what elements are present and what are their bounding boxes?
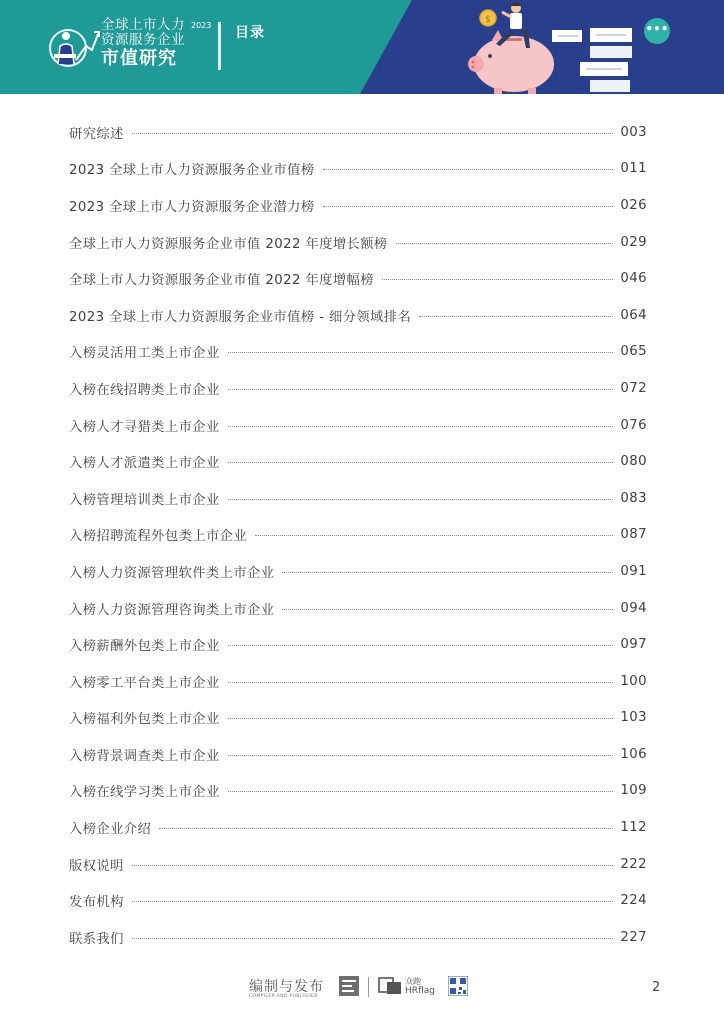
toc-entry[interactable] bbox=[69, 809, 647, 846]
report-logo-icon bbox=[46, 20, 100, 72]
toc-entry-title: 入榜人力资源管理咨询类上市企业 bbox=[69, 602, 275, 618]
toc-entry-page: 097 bbox=[620, 637, 647, 653]
piggy-bank-illustration bbox=[440, 0, 640, 94]
toc-dot-leader bbox=[132, 865, 613, 866]
title-line-3: 市值研究 bbox=[101, 48, 177, 69]
toc-entry-page: 087 bbox=[620, 527, 647, 543]
qr-code-icon bbox=[448, 976, 468, 996]
toc-dot-leader bbox=[282, 572, 613, 573]
toc-entry-title: 入榜在线学习类上市企业 bbox=[69, 785, 220, 801]
toc-entry[interactable] bbox=[69, 626, 647, 663]
toc-entry[interactable] bbox=[69, 114, 647, 151]
toc-entry-title: 入榜背景调查类上市企业 bbox=[69, 748, 220, 764]
toc-dot-leader bbox=[228, 462, 613, 463]
toc-entry[interactable] bbox=[69, 187, 647, 224]
toc-dot-leader bbox=[159, 828, 613, 829]
toc-entry[interactable] bbox=[69, 773, 647, 810]
toc-dot-leader bbox=[228, 389, 613, 390]
toc-entry-page: 106 bbox=[620, 746, 647, 762]
toc-dot-leader bbox=[396, 243, 613, 244]
footer-brand-en: HRflag bbox=[405, 986, 435, 996]
toc-entry-title: 发布机构 bbox=[69, 895, 124, 911]
toc-entry-title: 入榜人力资源管理软件类上市企业 bbox=[69, 565, 275, 581]
toc-entry[interactable] bbox=[69, 370, 647, 407]
toc-entry-page: 112 bbox=[620, 820, 647, 836]
toc-dot-leader bbox=[228, 755, 613, 756]
toc-entry-title: 入榜招聘流程外包类上市企业 bbox=[69, 529, 248, 545]
toc-entry[interactable] bbox=[69, 882, 647, 919]
toc-entry-page: 003 bbox=[620, 124, 647, 140]
toc-dot-leader bbox=[132, 901, 613, 902]
page-footer bbox=[0, 968, 724, 1008]
toc-dot-leader bbox=[228, 499, 613, 500]
toc-entry[interactable] bbox=[69, 553, 647, 590]
toc-entry[interactable] bbox=[69, 260, 647, 297]
toc-entry-title: 版权说明 bbox=[69, 858, 124, 874]
toc-entry-page: 103 bbox=[620, 710, 647, 726]
toc-entry[interactable] bbox=[69, 407, 647, 444]
toc-dot-leader bbox=[323, 169, 613, 170]
toc-entry[interactable] bbox=[69, 151, 647, 188]
toc-entry-title: 入榜在线招聘类上市企业 bbox=[69, 382, 220, 398]
toc-dot-leader bbox=[228, 426, 613, 427]
toc-entry-title: 全球上市人力资源服务企业市值 2022 年度增幅榜 bbox=[69, 273, 374, 289]
page-number: 2 bbox=[652, 980, 661, 995]
toc-entry-title: 入榜管理培训类上市企业 bbox=[69, 492, 220, 508]
toc-dot-leader bbox=[228, 791, 613, 792]
toc-entry-page: 080 bbox=[620, 454, 647, 470]
toc-entry-title: 2023 全球上市人力资源服务企业潜力榜 bbox=[69, 199, 315, 215]
toc-entry-page: 100 bbox=[620, 673, 647, 689]
footer-separator bbox=[368, 977, 369, 997]
toc-entry-page: 083 bbox=[620, 490, 647, 506]
toc-entry-page: 029 bbox=[620, 234, 647, 250]
footer-label: 编制与发布 bbox=[249, 979, 324, 995]
toc-entry-page: 065 bbox=[620, 344, 647, 360]
toc-dot-leader bbox=[228, 645, 613, 646]
page-header bbox=[0, 0, 724, 94]
report-title bbox=[101, 18, 211, 70]
toc-dot-leader bbox=[323, 206, 613, 207]
footer-label-en: COMPILER AND PUBLISHER bbox=[249, 994, 318, 999]
toc-entry-page: 026 bbox=[620, 197, 647, 213]
toc-entry-page: 091 bbox=[620, 563, 647, 579]
toc-entry[interactable] bbox=[69, 297, 647, 334]
toc-entry-title: 联系我们 bbox=[69, 931, 124, 947]
toc-entry[interactable] bbox=[69, 443, 647, 480]
toc-entry[interactable] bbox=[69, 919, 647, 956]
toc-entry[interactable] bbox=[69, 517, 647, 554]
title-line-1: 全球上市人力 bbox=[101, 17, 185, 33]
toc-entry[interactable] bbox=[69, 590, 647, 627]
table-of-contents bbox=[69, 114, 647, 956]
toc-entry-page: 011 bbox=[620, 161, 647, 177]
toc-entry-page: 109 bbox=[620, 783, 647, 799]
toc-dot-leader bbox=[132, 938, 613, 939]
toc-entry-page: 072 bbox=[620, 380, 647, 396]
toc-dot-leader bbox=[282, 609, 613, 610]
svg-text:$: $ bbox=[485, 15, 491, 25]
chat-bubble-icon[interactable]: ••• bbox=[644, 18, 670, 44]
toc-entry-title: 全球上市人力资源服务企业市值 2022 年度增长额榜 bbox=[69, 236, 388, 252]
toc-dot-leader bbox=[228, 718, 613, 719]
toc-entry-page: 224 bbox=[620, 893, 647, 909]
toc-entry-page: 076 bbox=[620, 417, 647, 433]
toc-dot-leader bbox=[228, 352, 613, 353]
toc-entry-page: 064 bbox=[620, 307, 647, 323]
toc-dot-leader bbox=[382, 279, 613, 280]
toc-dot-leader bbox=[132, 133, 613, 134]
toc-entry[interactable] bbox=[69, 663, 647, 700]
toc-entry[interactable] bbox=[69, 480, 647, 517]
toc-entry[interactable] bbox=[69, 224, 647, 261]
toc-entry-title: 研究综述 bbox=[69, 126, 124, 142]
toc-dot-leader bbox=[255, 535, 613, 536]
toc-entry-title: 入榜福利外包类上市企业 bbox=[69, 712, 220, 728]
toc-entry-page: 222 bbox=[620, 856, 647, 872]
toc-entry-title: 入榜人才派遣类上市企业 bbox=[69, 456, 220, 472]
toc-entry[interactable] bbox=[69, 700, 647, 737]
toc-dot-leader bbox=[228, 682, 613, 683]
hrflag-logo-icon bbox=[378, 976, 404, 996]
toc-entry[interactable] bbox=[69, 846, 647, 883]
title-line-2: 资源服务企业 bbox=[101, 32, 185, 48]
toc-entry-page: 046 bbox=[620, 271, 647, 287]
header-divider bbox=[218, 22, 221, 70]
title-year: 2023 bbox=[191, 21, 212, 30]
toc-entry-title: 入榜薪酬外包类上市企业 bbox=[69, 639, 220, 655]
toc-entry-page: 094 bbox=[620, 600, 647, 616]
toc-entry-title: 2023 全球上市人力资源服务企业市值榜 - 细分领域排名 bbox=[69, 309, 412, 325]
toc-entry-title: 入榜人才寻猎类上市企业 bbox=[69, 419, 220, 435]
toc-entry-title: 2023 全球上市人力资源服务企业市值榜 bbox=[69, 163, 315, 179]
section-title: 目录 bbox=[235, 25, 265, 41]
toc-entry[interactable] bbox=[69, 334, 647, 371]
toc-entry[interactable] bbox=[69, 736, 647, 773]
toc-dot-leader bbox=[419, 316, 613, 317]
footer-brand-cn: 众跑 bbox=[405, 977, 421, 986]
publisher-logo-icon bbox=[339, 976, 359, 996]
toc-entry-title: 入榜零工平台类上市企业 bbox=[69, 675, 220, 691]
toc-entry-title: 入榜灵活用工类上市企业 bbox=[69, 346, 220, 362]
toc-entry-page: 227 bbox=[620, 929, 647, 945]
toc-entry-title: 入榜企业介绍 bbox=[69, 822, 152, 838]
